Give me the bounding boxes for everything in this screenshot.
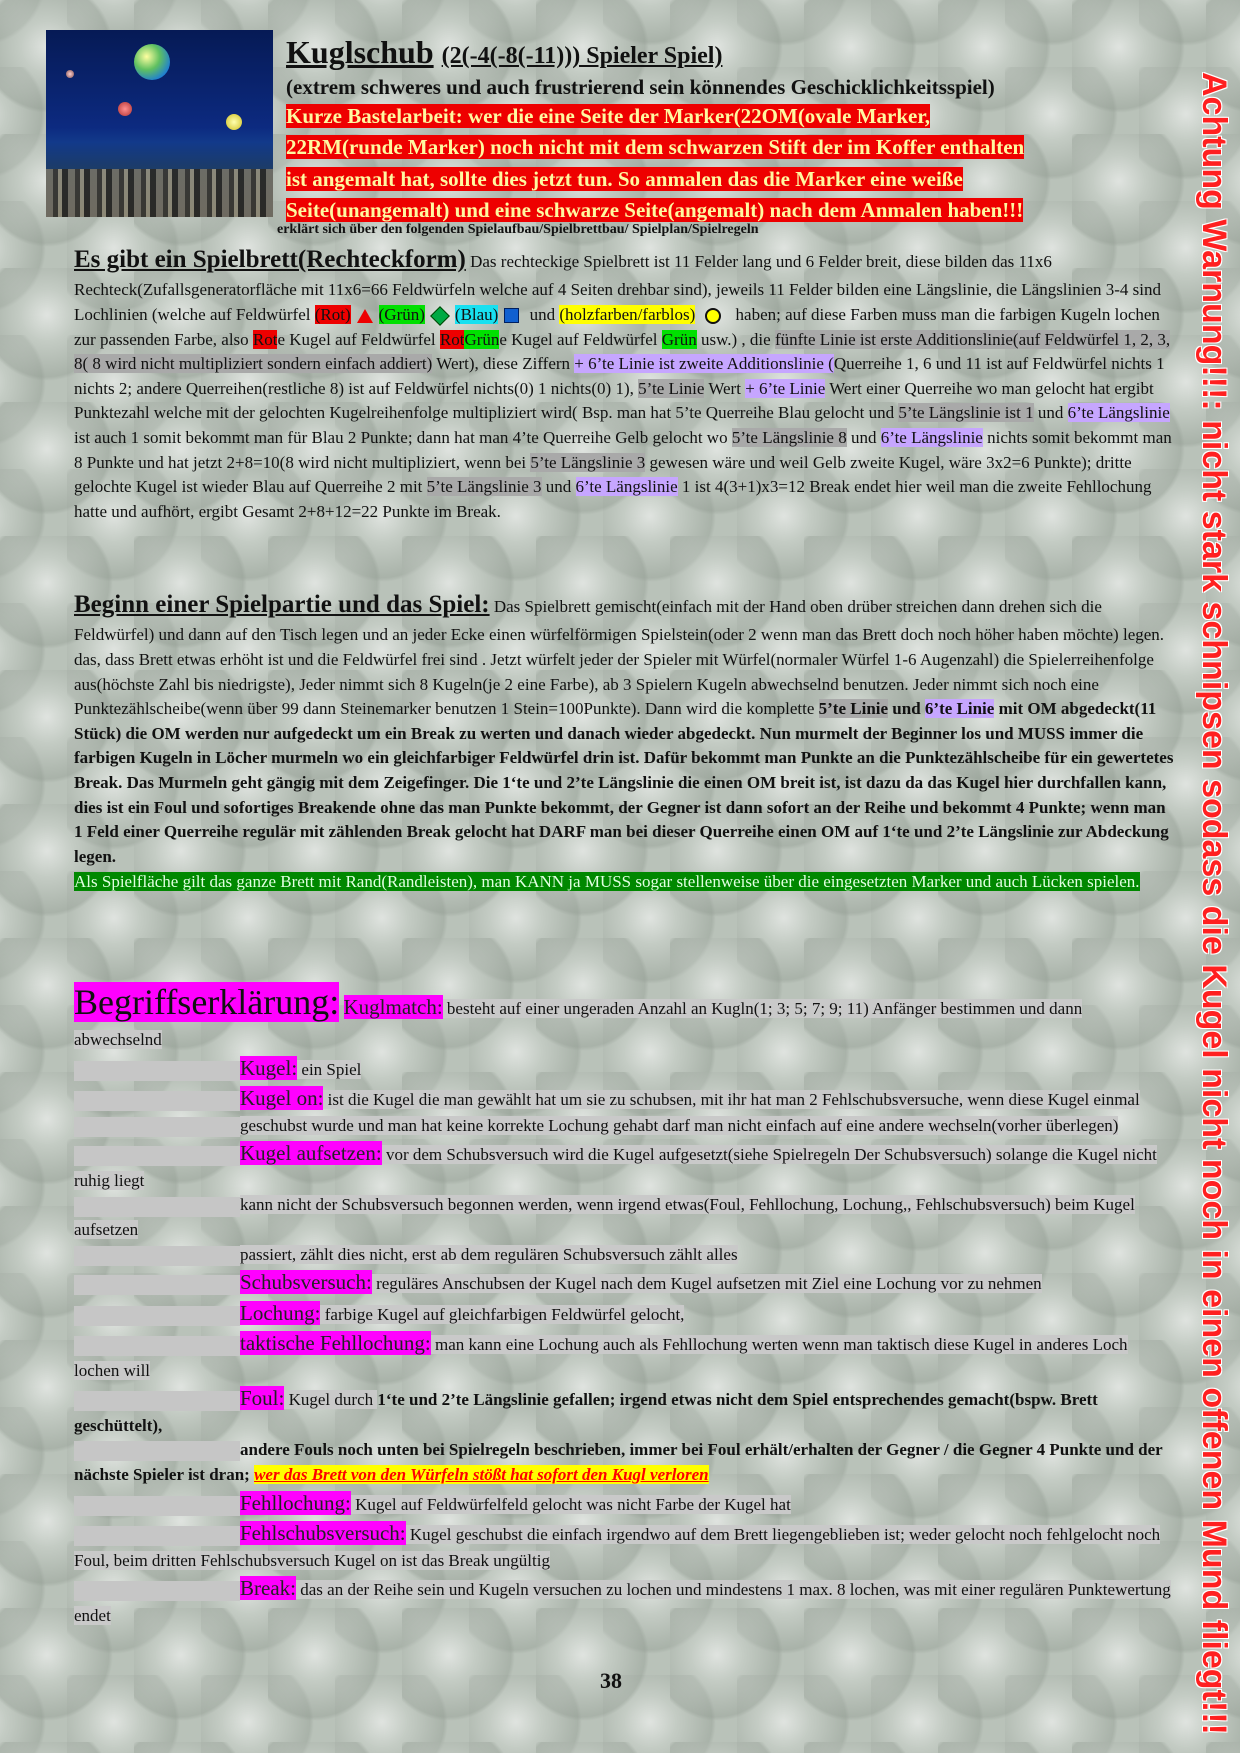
side-warning: Achtung Warnung!!!: nicht stark schnipsen sodass die Kugel nicht noch in einen offenen Mund fliegt!!! [1195,72,1233,1735]
header-illustration [46,30,273,217]
term-kugel-on: Kugel on: [240,1086,324,1111]
red-triangle-icon [357,309,373,323]
yellow-circle-icon [705,308,721,324]
highlight-lavender: + 6’te Linie [745,378,826,398]
green-diamond-icon [430,306,450,326]
text: 1 ist 4(3+1)x3=12 Break endet hier weil man die zweite Fehllochung hatte und aufhört, ergibt Gesamt 2+8+12=22 Punkte im Break. [74,477,1152,522]
term-kugel-aufsetzen: Kugel aufsetzen: [240,1141,382,1166]
term-lochung: Lochung: [240,1300,321,1325]
section-heading-begriffe: Begriffserklärung: [74,982,340,1022]
definition-bold: andere Fouls noch unten bei Spielregeln beschrieben, immer bei Foul erhält/erhalten der Gegner / die Gegner 4 Punkte und der nächste Spieler ist dran; [74,1440,1163,1485]
definition: reguläres Anschubsen der Kugel nach dem Kugel aufsetzen mit Ziel eine Lochung vor zu nehmen [371,1274,1042,1294]
text: ist auch 1 somit bekommt man für Blau 2 Punkte; dann hat man 4’te Querreihe Gelb gelocht wo [74,428,732,448]
city-silhouette [46,169,273,217]
definition: Kugel geschubst die einfach irgendwo auf dem Brett liegengeblieben ist; weder gelocht noch fehlgelocht noch Foul, beim dritten Fehlschubsversuch Kugel on ist das Break ungültig [74,1525,1161,1570]
title-players: (2(-4(-8(-11))) Spieler Spiel) [441,43,723,69]
word-green: Grün [464,329,500,349]
text: gewesen wäre und weil Gelb zweite Kugel, wäre 3x2=6 Punkte); dritte gelochte Kugel ist wieder Blau auf Querreihe 2 mit [74,452,1132,497]
highlight-grey: 5’te Linie [638,378,705,398]
text: usw.) , die [696,329,775,349]
indent-bar [74,1091,240,1111]
playfield-note: Als Spielfläche gilt das ganze Brett mit Rand(Randleisten), man KANN ja MUSS sogar stellenweise über die eingesetzten Marker und auch Lücken spielen. [74,871,1140,891]
term-foul: Foul: [240,1386,285,1411]
text: e Kugel auf Feldwürfel [277,329,440,349]
highlight-lavender: 6’te Längslinie [1067,403,1170,423]
text: Wert einer Querreihe wo man gelocht hat ergibt Punktezahl welche mit der gelochten Kugelreihenfolge multipliziert wird( Bsp. man hat 5’te Querreihe Blau gelocht und [74,378,1154,423]
text: und [846,428,881,448]
indent-bar [74,1526,240,1546]
page-title [286,34,1166,71]
definition-bold: 1‘te und 2’te Längslinie gefallen; irgend etwas nicht dem Spiel entsprechendes gemacht(bspw. Brett geschüttelt), [74,1390,1098,1435]
section-heading-spielpartie: Beginn einer Spielpartie und das Spiel: [74,591,490,618]
section-spielbrett [74,242,1174,525]
text: e Kugel auf Feldwürfel [499,329,662,349]
indent-bar [74,1496,240,1516]
highlight-grey: 5’te Längslinie 3 [426,477,542,497]
red-planet [118,102,132,116]
text: und [525,304,560,324]
definition: ein Spiel [297,1059,362,1079]
section-begriffe [74,976,1174,1628]
indent-bar [74,1306,240,1326]
rules-bold-text: mit OM abgedeckt(11 Stück) die OM werden nur aufgedeckt um ein Break zu werten und danach wieder abgedeckt. Nun murmelt der Beginner los und MUSS immer die farbigen Kugeln in Löcher murmeln wo ein gleichfarbiger Feldwürfel drin ist. Dafür bekommt man Punkte an die Punktezählscheibe für ein gewertetes Break. Das Murmeln geht gängig mit dem Zeigefinger. Die 1‘te und 2’te Längslinie die einen OM breit ist, ist dazu da das Kugel hier durchfallen kann, dies ist ein Foul und sofortiges Breakende ohne das man Punkte bekommt, der Gegner ist dann sofort an der Reihe und bekommt 4 Punkte; wenn man 1 Feld einer Querreihe regulär mit zählenden Break gelocht hat DARF man bei dieser Querreihe einen OM auf 1‘te und 2’te Längslinie zur Abdeckung legen. [74,699,1174,867]
text: Das rechteckige Spielbrett ist 11 Felder lang und 6 Felder breit, diese bilden das 11x6 Rechteck(Zufallsgeneratorfläche mit 11x6=66 Feldwürfeln welche auf 4 Seiten drehbar sind), jeweils 11 Felder bilden eine Längslinie, die Längslinien 3-4 sind Lochlinien (welche auf Feldwürfel [74,252,1162,324]
word-red: Rot [252,329,278,349]
indent-bar [74,1391,240,1411]
term-fehllochung: Fehllochung: [240,1490,351,1515]
definition: kann nicht der Schubsversuch begonnen werden, wenn irgend etwas(Foul, Fehllochung, Lochung,, Fehlschubsversuch) beim Kugel aufsetzen [74,1195,1135,1240]
color-label-red: (Rot) [314,304,351,324]
highlight-lavender: 6’te Linie [924,699,995,719]
highlight-lavender: 6’te Längslinie [575,477,678,497]
definition: vor dem Schubsversuch wird die Kugel aufgesetzt(siehe Spielregeln Der Schubsversuch) solange die Kugel nicht ruhig liegt [74,1145,1157,1190]
indent-bar [74,1117,240,1137]
indent-bar [74,1061,240,1081]
indent-bar [74,1146,240,1166]
text: haben; auf diese Farben muss man die farbigen Kugeln lochen zur passenden Farbe, also [74,304,1160,349]
highlight-grey: 5’te Längslinie 3 [530,452,646,472]
definition: Kugel auf Feldwürfelfeld gelocht was nicht Farbe der Kugel hat [350,1494,791,1514]
definition: geschubst wurde und man hat keine korrekte Lochung gehabt darf man nicht einfach auf eine andere wechseln(vorher überlegen) [240,1115,1119,1135]
highlight-grey: 5’te Längslinie 8 [731,428,847,448]
indent-bar [74,1197,240,1217]
indent-bar [74,1246,240,1266]
foul-warning: wer das Brett von den Würfeln stößt hat sofort den Kugl verloren [254,1465,709,1485]
color-label-blue: (Blau) [454,304,499,324]
definition: man kann eine Lochung auch als Fehllochung werten wenn man taktisch diese Kugel in anderes Loch lochen will [74,1335,1128,1380]
highlight-grey: 5’te Linie [818,699,889,719]
subtitle: (extrem schweres und auch frustrierend sein könnendes Geschicklichkeitsspiel) [286,74,995,99]
text: Wert [704,378,746,398]
bastel-line-1: Kurze Bastelarbeit: wer die eine Seite der Marker(22OM(ovale Marker, [286,103,930,128]
indent-bar [74,1441,240,1461]
title-main: Kuglschub [286,34,434,70]
header [286,34,1166,227]
section-spielpartie [74,587,1174,894]
definition: Kugel durch [284,1390,378,1410]
text: und [541,477,576,497]
color-label-wood: (holzfarben/farblos) [559,304,696,324]
term-break: Break: [240,1576,296,1601]
bastel-line-4: Seite(unangemalt) und eine schwarze Seite(angemalt) nach dem Anmalen haben!!! [286,198,1024,223]
color-label-green: (Grün) [378,304,425,324]
text: Querreihe 1, 6 und 11 ist auf Feldwürfel nichts 1 nichts 2; andere Querreihen(restliche 8) ist auf Feldwürfel nichts(0) 1 nichts(0) 1), [74,354,1165,398]
bastel-line-2: 22RM(runde Marker) noch nicht mit dem schwarzen Stift der im Koffer enthalten [286,135,1025,160]
highlight-grey: fünfte Linie ist erste Additionslinie(auf Feldwürfel 1, 2, 3, 8( 8 wird nicht multipliziert sondern einfach addiert) [74,329,1171,374]
bastel-line-3: ist angemalt hat, sollte dies jetzt tun. So anmalen das die Marker eine weiße [286,166,963,191]
word-red: Rot [439,329,465,349]
definition: passiert, zählt dies nicht, erst ab dem regulären Schubsversuch zählt alles [240,1244,738,1264]
highlight-lavender: 6’te Längslinie [880,428,983,448]
definition: das an der Reihe sein und Kugeln versuchen zu lochen und mindestens 1 max. 8 lochen, was mit einer regulären Punktewertung endet [74,1580,1171,1625]
text: nichts somit bekommt man 8 Punkte und hat jetzt 2+8=10(8 wird nicht multipliziert, wenn bei [74,428,1172,472]
text: und [888,699,925,719]
small-planet [66,70,74,78]
indent-bar [74,1581,240,1601]
highlight-grey: 5’te Längslinie ist 1 [898,403,1034,423]
indent-bar [74,1336,240,1356]
definition: ist die Kugel die man gewählt hat um sie zu schubsen, mit ihr hat man 2 Fehlschubsversuche, wenn diese Kugel einmal [323,1090,1140,1110]
term-taktische-fehllochung: taktische Fehllochung: [240,1331,431,1356]
blue-square-icon [504,308,519,323]
indent-bar [74,1275,240,1295]
page-number: 38 [600,1668,622,1693]
term-kuglmatch: Kuglmatch: [343,995,443,1019]
term-fehlschubsversuch: Fehlschubsversuch: [240,1521,406,1546]
section-heading-spielbrett: Es gibt ein Spielbrett(Rechteckform) [74,246,466,273]
highlight-lavender: + 6’te Linie ist zweite Additionslinie ( [574,354,834,374]
bastel-notice [286,101,1166,227]
text: Das Spielbrett gemischt(einfach mit der Hand oben drüber streichen dann drehen sich die Feldwürfel) und dann auf den Tisch legen und an jeder Ecke einen würfelförmigen Spielstein(oder 2 wenn man das Brett doch noch höher haben möchte) legen. das, dass Brett etwas erhöht ist und die Feldwürfel frei sind . Jetzt würfelt jeder der Spieler mit Würfel(normaler Würfel 1-6 Augenzahl) die Spielerreihenfolge aus(höchste Zahl bis niedrigste), Jeder nimmt sich 8 Kugeln(je 2 eine Farbe), ab 3 Spielern Kugeln abwechselnd benutzen. Jeder nimmt sich noch eine Punktezählscheibe(wenn über 99 dann Steinemarker benutzen 1 Stein=100Punkte). Dann wird die komplette [74,597,1165,719]
term-schubsversuch: Schubsversuch: [240,1270,372,1295]
word-green: Grün [661,329,697,349]
definition: farbige Kugel auf gleichfarbigen Feldwürfel gelocht, [320,1304,685,1324]
blue-planet [134,44,170,80]
text: und [1033,403,1068,423]
explanation-note: erklärt sich über den folgenden Spielaufbau/Spielbrettbau/ Spielplan/Spielregeln [277,222,759,237]
term-kugel: Kugel: [240,1055,298,1080]
definition: besteht auf einer ungeraden Anzahl an Kugln(1; 3; 5; 7; 9; 11) Anfänger bestimmen und dann abwechselnd [74,999,1083,1050]
yellow-planet [226,114,242,130]
text: Wert), diese Ziffern [432,354,575,374]
